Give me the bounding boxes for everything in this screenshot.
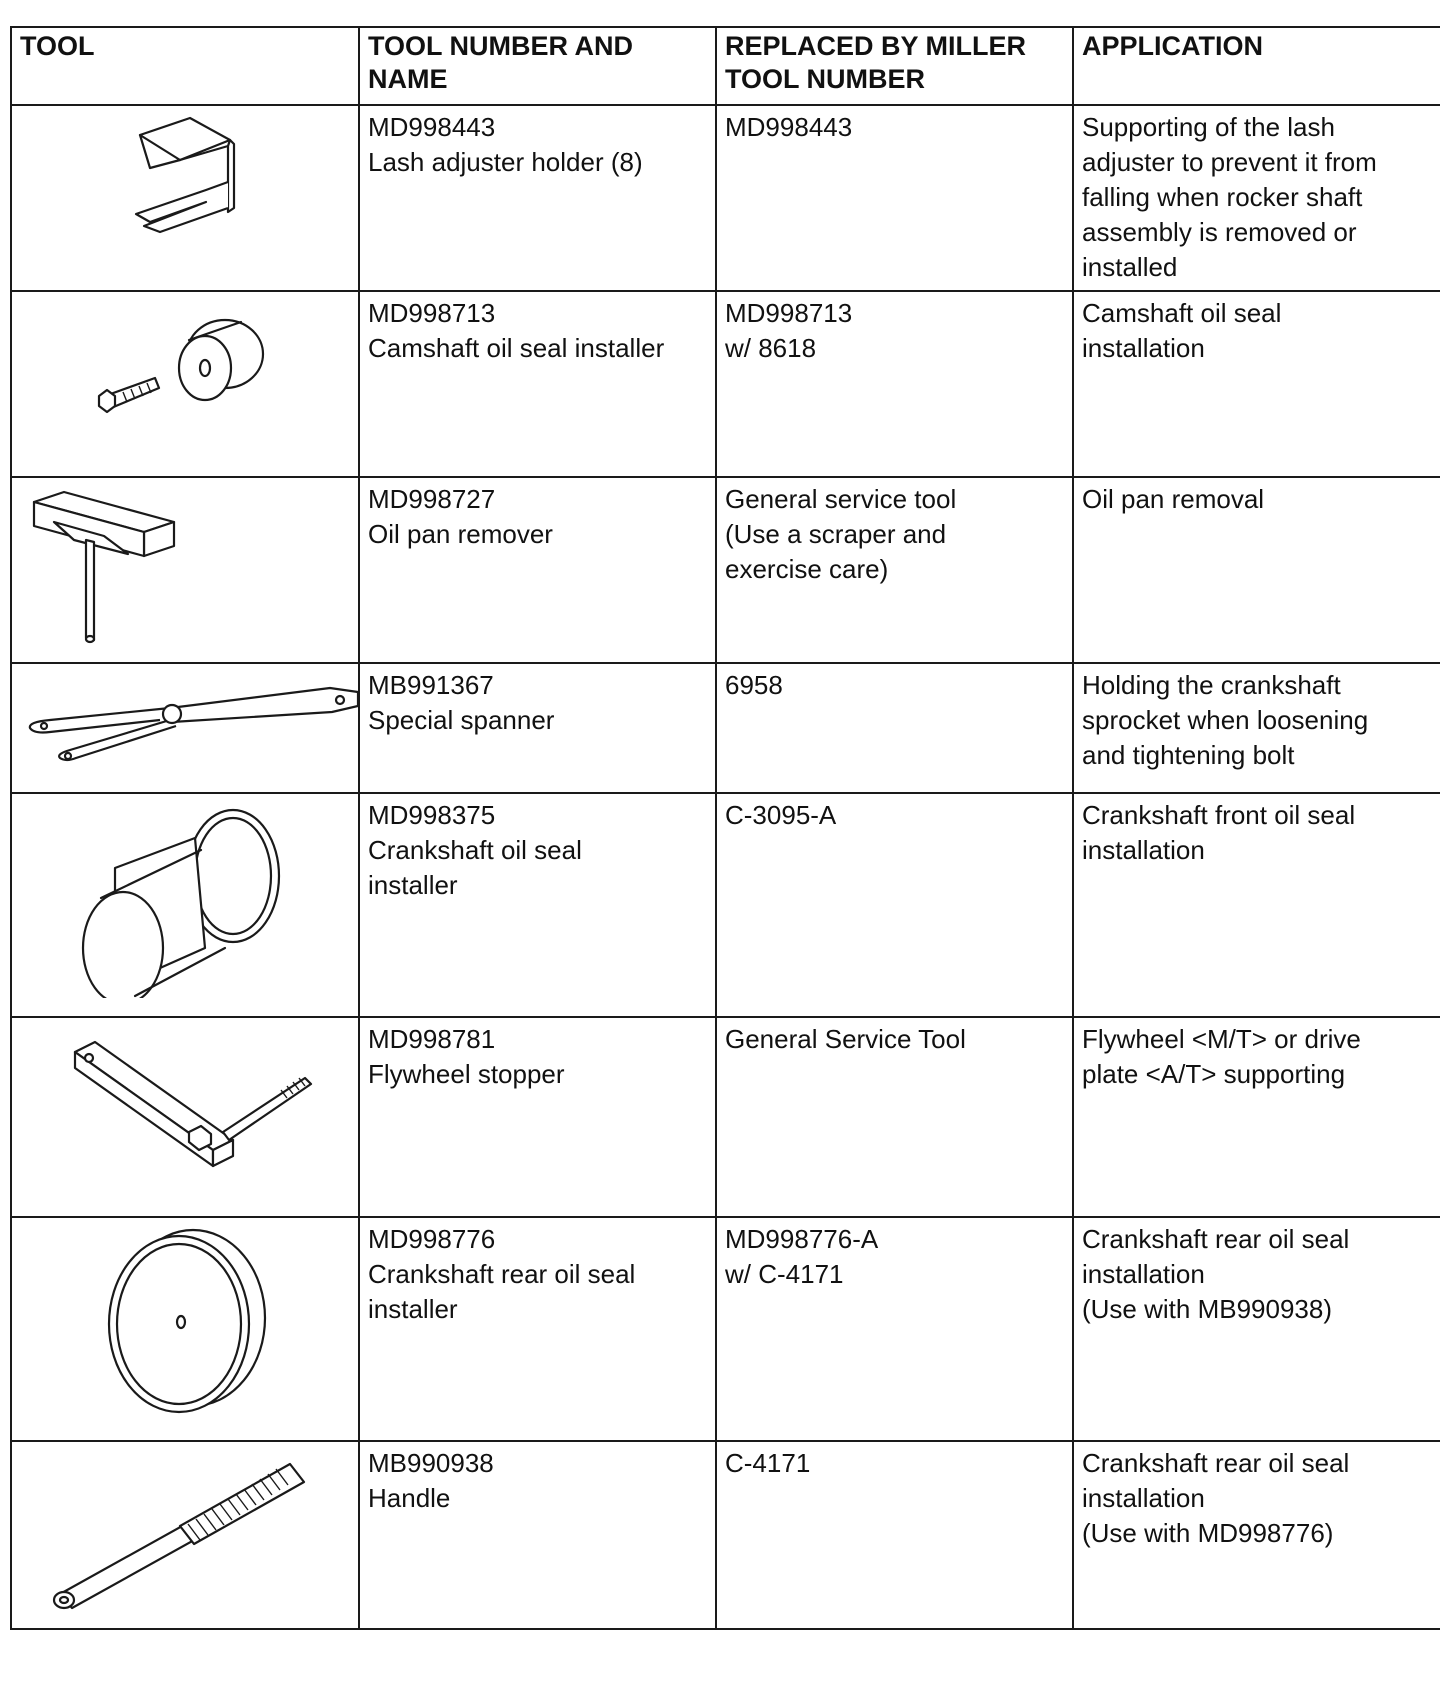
lash-adjuster-holder-icon [110,110,260,250]
replaced-by-cell [716,477,1073,663]
special-tools-table [10,26,1440,1630]
application-cell [1073,477,1440,663]
tool-number: MD998781 [368,1024,496,1054]
tool-name: Crankshaft oil seal [368,835,582,865]
application-cell [1073,291,1440,477]
camshaft-seal-installer-icon [85,296,285,426]
replaced-by-cell [716,663,1073,793]
special-tools-page [10,26,1440,1630]
tool-number-name-cell [359,663,716,793]
table-row [11,291,1440,477]
replaced-by-cell [716,291,1073,477]
application-cell [1073,793,1440,1017]
tool-name: installer [368,1294,458,1324]
replaced-line: MD998776-A [725,1224,879,1254]
tool-number-name-cell [359,105,716,291]
tool-number-name-cell [359,1017,716,1217]
tool-name: Crankshaft rear oil seal [368,1259,636,1289]
tool-number-name-cell [359,793,716,1017]
tool-image-cell [11,477,359,663]
application-line: Camshaft oil seal [1082,298,1282,328]
tool-number: MD998727 [368,484,496,514]
tool-number-name-cell [359,1441,716,1629]
application-cell [1073,1217,1440,1441]
tool-number: MB991367 [368,670,494,700]
application-cell [1073,663,1440,793]
application-cell [1073,1017,1440,1217]
table-row [11,663,1440,793]
special-spanner-icon [20,668,359,768]
tool-name: Lash adjuster holder (8) [368,147,643,177]
application-line: Crankshaft rear oil seal [1082,1224,1350,1254]
replaced-line: exercise care) [725,554,889,584]
application-line: Flywheel <M/T> or drive [1082,1024,1361,1054]
flywheel-stopper-icon [55,1022,315,1172]
tool-name: Handle [368,1483,451,1513]
table-row [11,1441,1440,1629]
application-line: assembly is removed or [1082,217,1357,247]
replaced-line: General service tool [725,484,957,514]
application-line: Holding the crankshaft [1082,670,1341,700]
application-line: Crankshaft rear oil seal [1082,1448,1350,1478]
table-row [11,105,1440,291]
tool-name: installer [368,870,458,900]
application-line: plate <A/T> supporting [1082,1059,1346,1089]
handle-icon [40,1446,330,1616]
replaced-by-cell [716,1217,1073,1441]
tool-name: Camshaft oil seal installer [368,333,665,363]
tool-image-cell [11,291,359,477]
application-line: installation [1082,1483,1205,1513]
tool-image-cell [11,1441,359,1629]
application-cell [1073,105,1440,291]
table-row [11,477,1440,663]
application-line: sprocket when loosening [1082,705,1369,735]
replaced-line: w/ 8618 [725,333,817,363]
application-line: (Use with MD998776) [1082,1518,1334,1548]
application-line: and tightening bolt [1082,740,1295,770]
application-line: installation [1082,835,1205,865]
tool-image-cell [11,105,359,291]
replaced-line: C-4171 [725,1448,811,1478]
tool-number-name-cell [359,477,716,663]
table-header-row [11,27,1440,105]
tool-image-cell [11,793,359,1017]
application-line: installation [1082,1259,1205,1289]
application-line: falling when rocker shaft [1082,182,1363,212]
header-line: TOOL NUMBER AND [368,31,634,61]
application-line: installation [1082,333,1205,363]
application-line: adjuster to prevent it from [1082,147,1377,177]
header-application: APPLICATION [1073,27,1440,105]
application-line: (Use with MB990938) [1082,1294,1332,1324]
tool-number: MB990938 [368,1448,494,1478]
tool-image-cell [11,1017,359,1217]
application-line: Crankshaft front oil seal [1082,800,1356,830]
table-row [11,1217,1440,1441]
header-replaced-by-miller [716,27,1073,105]
tool-name: Oil pan remover [368,519,553,549]
header-line: REPLACED BY MILLER [725,31,1027,61]
table-row [11,793,1440,1017]
replaced-by-cell [716,105,1073,291]
tool-number: MD998713 [368,298,496,328]
replaced-line: (Use a scraper and [725,519,947,549]
tool-image-cell [11,663,359,793]
tool-image-cell [11,1217,359,1441]
tool-name: Flywheel stopper [368,1059,565,1089]
replaced-by-cell [716,793,1073,1017]
rear-seal-installer-icon [85,1222,285,1422]
oil-pan-remover-icon [24,482,194,652]
replaced-line: 6958 [725,670,783,700]
tool-number: MD998375 [368,800,496,830]
replaced-line: MD998443 [725,112,853,142]
application-cell [1073,1441,1440,1629]
tool-name: Special spanner [368,705,555,735]
tool-number-name-cell [359,1217,716,1441]
tool-number: MD998443 [368,112,496,142]
application-line: Oil pan removal [1082,484,1265,514]
tool-number: MD998776 [368,1224,496,1254]
application-line: installed [1082,252,1178,282]
replaced-line: w/ C-4171 [725,1259,844,1289]
replaced-line: C-3095-A [725,800,837,830]
header-tool: TOOL [11,27,359,105]
replaced-by-cell [716,1441,1073,1629]
header-tool-number-and-name [359,27,716,105]
replaced-line: General Service Tool [725,1024,966,1054]
header-line: TOOL NUMBER [725,64,926,94]
replaced-by-cell [716,1017,1073,1217]
crankshaft-seal-installer-icon [75,798,295,998]
tool-number-name-cell [359,291,716,477]
replaced-line: MD998713 [725,298,853,328]
header-line: NAME [368,64,448,94]
table-row [11,1017,1440,1217]
application-line: Supporting of the lash [1082,112,1335,142]
